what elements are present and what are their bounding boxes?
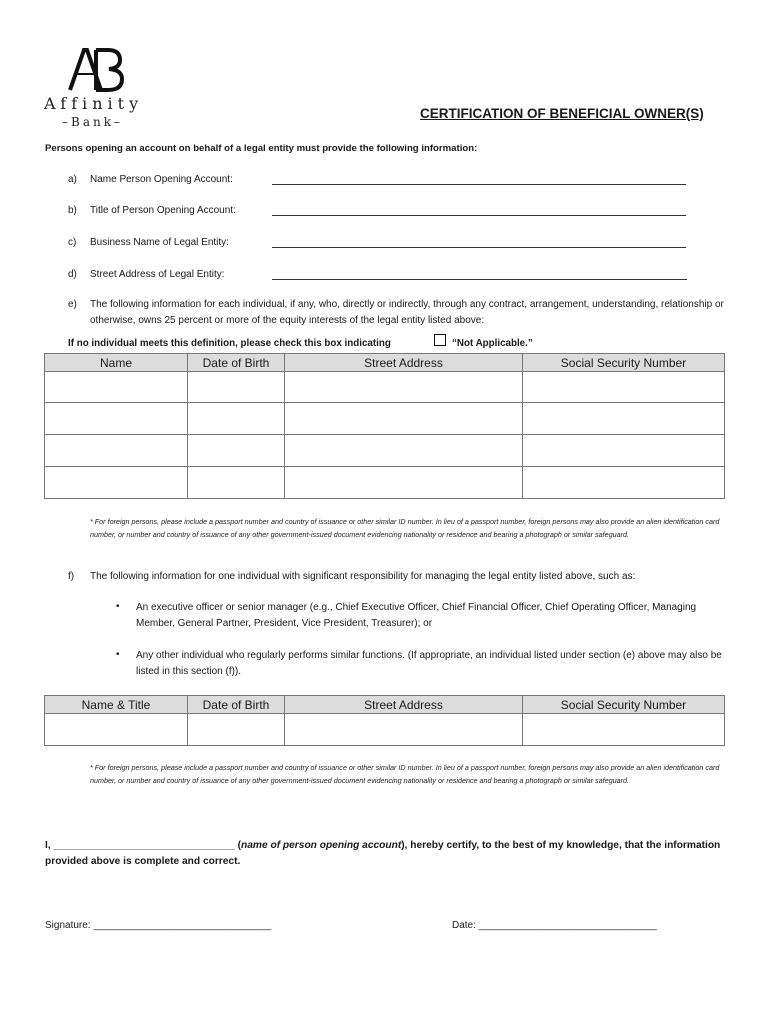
field-b-input-line[interactable]	[272, 215, 686, 216]
table1-header-ssn: Social Security Number	[523, 354, 725, 372]
section-e-letter: e)	[68, 299, 77, 310]
table-row	[45, 372, 725, 403]
table-cell[interactable]	[45, 714, 188, 746]
table2-header-name-title: Name & Title	[45, 696, 188, 714]
table-cell[interactable]	[285, 467, 523, 499]
table2-header-dob: Date of Birth	[188, 696, 285, 714]
field-c-label: Business Name of Legal Entity:	[90, 237, 229, 248]
field-b-letter: b)	[68, 205, 77, 216]
table-cell[interactable]	[188, 435, 285, 467]
field-a-label: Name Person Opening Account:	[90, 174, 233, 185]
control-person-table	[44, 695, 725, 746]
table-cell[interactable]	[188, 467, 285, 499]
section-f-bullet-1: An executive officer or senior manager (e.g., Chief Executive Officer, Chief Financial Officer, Chief Operating Officer, Managing Member, General Partner, President, Vice President, Treasurer); or	[136, 602, 697, 629]
table-cell[interactable]	[285, 714, 523, 746]
date-line[interactable]: Date: ________________________________	[452, 920, 657, 931]
section-f-text: The following information for one individual with significant responsibility for managing the legal entity listed above, such as:	[90, 571, 636, 582]
table-cell[interactable]	[523, 714, 725, 746]
table-cell[interactable]	[45, 435, 188, 467]
table-cell[interactable]	[45, 403, 188, 435]
bullet-dot: •	[116, 601, 120, 612]
no-individual-note: If no individual meets this definition, please check this box indicating	[68, 338, 391, 349]
table1-header-name: Name	[45, 354, 188, 372]
table-cell[interactable]	[188, 714, 285, 746]
table-row	[45, 467, 725, 499]
field-c-letter: c)	[68, 237, 77, 248]
table-cell[interactable]	[523, 467, 725, 499]
table1-header-dob: Date of Birth	[188, 354, 285, 372]
table2-header-address: Street Address	[285, 696, 523, 714]
table-cell[interactable]	[285, 372, 523, 403]
field-a-letter: a)	[68, 174, 77, 185]
field-b-label: Title of Person Opening Account:	[90, 205, 236, 216]
section-f-letter: f)	[68, 571, 75, 582]
field-a-input-line[interactable]	[272, 184, 686, 185]
foreign-persons-note-1: * For foreign persons, please include a passport number and country of issuance or other similar ID number. In lieu of a passport number, foreign persons may also provide an alien identification card number, or number and country of issuance of any other government-issued document evidencing nationality or residence and bearing a photograph or similar safeguard.	[90, 517, 720, 539]
table-row	[45, 403, 725, 435]
table-cell[interactable]	[285, 435, 523, 467]
table-cell[interactable]	[523, 435, 725, 467]
certification-prefix: I, ________________________________ (	[45, 840, 242, 851]
certification-suffix: ), hereby certify, to the best of my knowledge, that the information provided above is complete and correct.	[45, 840, 721, 867]
field-d-input-line[interactable]	[272, 279, 687, 280]
not-applicable-checkbox[interactable]	[434, 334, 446, 346]
table-cell[interactable]	[45, 467, 188, 499]
table-cell[interactable]	[523, 372, 725, 403]
field-c-input-line[interactable]	[272, 247, 686, 248]
table-cell[interactable]	[45, 372, 188, 403]
field-d-letter: d)	[68, 269, 77, 280]
table-row	[45, 714, 725, 746]
certification-italic: name of person opening account	[241, 840, 402, 851]
table-cell[interactable]	[285, 403, 523, 435]
section-f-bullet-2: Any other individual who regularly performs similar functions. (If appropriate, an individual listed under section (e) above may also be listed in this section (f)).	[136, 650, 722, 677]
not-applicable-label: “Not Applicable.”	[452, 338, 533, 349]
table-cell[interactable]	[523, 403, 725, 435]
table1-header-address: Street Address	[285, 354, 523, 372]
signature-line[interactable]: Signature: ________________________________	[45, 920, 272, 931]
logo-bank: –Bank–	[62, 115, 123, 129]
section-e-text: The following information for each individual, if any, who, directly or indirectly, through any contract, arrangement, understanding, relationship or otherwise, owns 25 percent or more of the equity interests of the legal entity listed above:	[90, 299, 724, 326]
bullet-dot: •	[116, 649, 120, 660]
foreign-persons-note-2: * For foreign persons, please include a passport number and country of issuance or other similar ID number. In lieu of a passport number, foreign persons may also provide an alien identification card number, or number and country of issuance of any other government-issued document evidencing nationality or residence and bearing a photograph or similar safeguard.	[90, 763, 720, 785]
table-row	[45, 435, 725, 467]
certification-statement	[45, 838, 735, 870]
table-cell[interactable]	[188, 403, 285, 435]
intro-text: Persons opening an account on behalf of a legal entity must provide the following information:	[45, 143, 478, 154]
table-cell[interactable]	[188, 372, 285, 403]
affinity-bank-logo-mark	[56, 46, 128, 92]
beneficial-owners-table	[44, 353, 725, 499]
table2-header-ssn: Social Security Number	[523, 696, 725, 714]
logo-name: Affinity	[44, 94, 144, 113]
field-d-label: Street Address of Legal Entity:	[90, 269, 225, 280]
form-title: CERTIFICATION OF BENEFICIAL OWNER(S)	[420, 106, 704, 121]
